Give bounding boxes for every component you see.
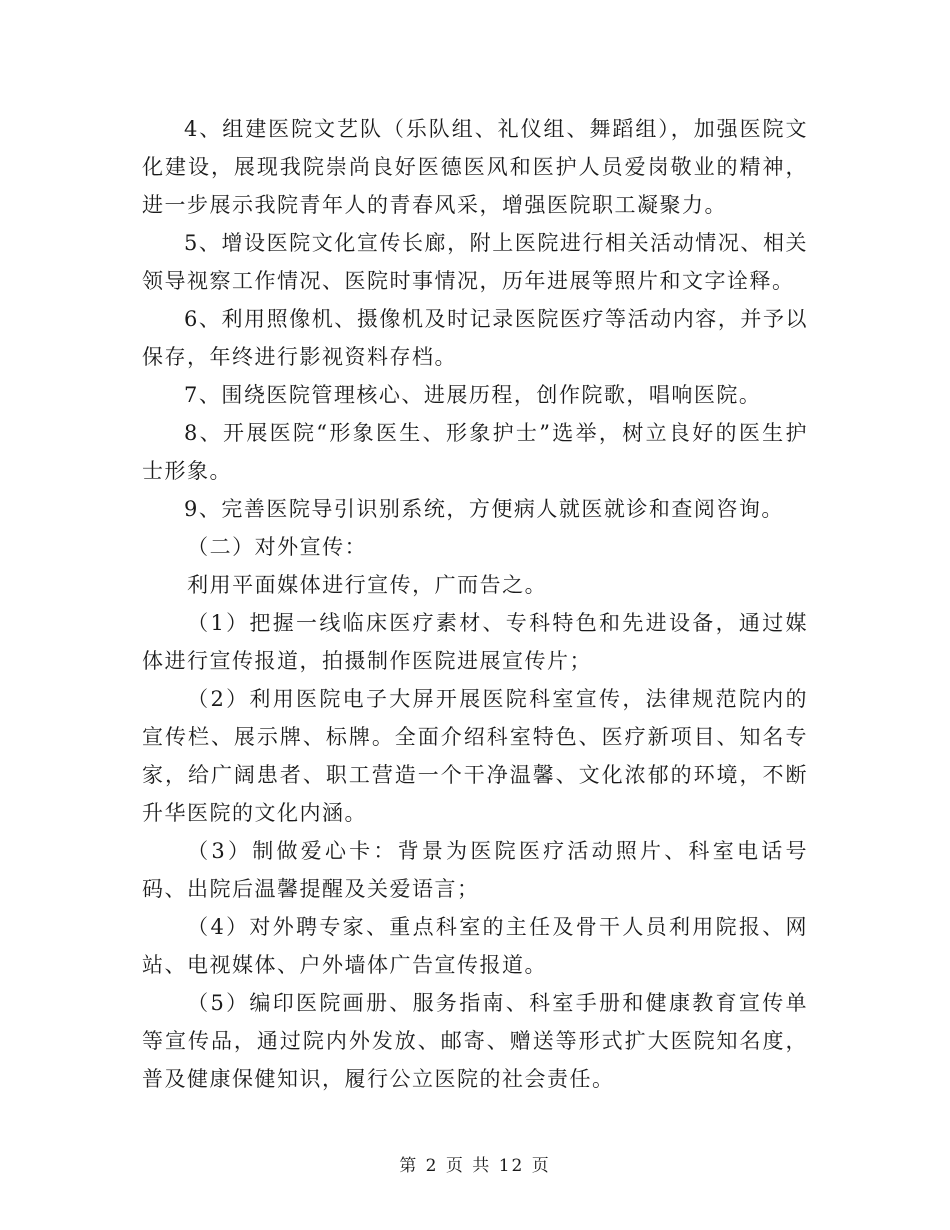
paragraph-item-5: 5、增设医院文化宣传长廊，附上医院进行相关活动情况、相关领导视察工作情况、医院时事情况，历年进展等照片和文字诠释。 bbox=[142, 231, 808, 293]
paragraph-item-7: 7、围绕医院管理核心、进展历程，创作院歌，唱响医院。 bbox=[184, 383, 762, 407]
page-number-footer: 第 2 页 共 12 页 bbox=[399, 1156, 551, 1176]
document-body bbox=[142, 110, 808, 1098]
paragraph-sub-4: （4）对外聘专家、重点科室的主任及骨干人员利用院报、网站、电视媒体、户外墙体广告宣传报道。 bbox=[142, 915, 808, 977]
paragraph-sub-1: （1）把握一线临床医疗素材、专科特色和先进设备，通过媒体进行宣传报道，拍摄制作医院进展宣传片； bbox=[142, 611, 808, 673]
paragraph-item-6: 6、利用照像机、摄像机及时记录医院医疗等活动内容，并予以保存，年终进行影视资料存档。 bbox=[142, 307, 808, 369]
paragraph-sub-3: （3）制做爱心卡：背景为医院医疗活动照片、科室电话号码、出院后温馨提醒及关爱语言； bbox=[142, 839, 808, 901]
paragraph-sub-2: （2）利用医院电子大屏开展医院科室宣传，法律规范院内的宣传栏、展示牌、标牌。全面介绍科室特色、医疗新项目、知名专家，给广阔患者、职工营造一个干净温馨、文化浓郁的环境，不断升华医院的文化内涵。 bbox=[142, 687, 808, 825]
paragraph-item-8: 8、开展医院“形象医生、形象护士”选举，树立良好的医生护士形象。 bbox=[142, 421, 808, 483]
section-heading-external-publicity: （二）对外宣传： bbox=[187, 535, 368, 559]
paragraph-item-4: 4、组建医院文艺队（乐队组、礼仪组、舞蹈组），加强医院文化建设，展现我院崇尚良好医德医风和医护人员爱岗敬业的精神，进一步展示我院青年人的青春风采，增强医院职工凝聚力。 bbox=[142, 117, 808, 217]
paragraph-intro: 利用平面媒体进行宣传，广而告之。 bbox=[187, 573, 548, 597]
paragraph-sub-5: （5）编印医院画册、服务指南、科室手册和健康教育宣传单等宣传品，通过院内外发放、邮寄、赠送等形式扩大医院知名度，普及健康保健知识，履行公立医院的社会责任。 bbox=[142, 991, 808, 1091]
paragraph-item-9: 9、完善医院导引识别系统，方便病人就医就诊和查阅咨询。 bbox=[184, 497, 784, 521]
